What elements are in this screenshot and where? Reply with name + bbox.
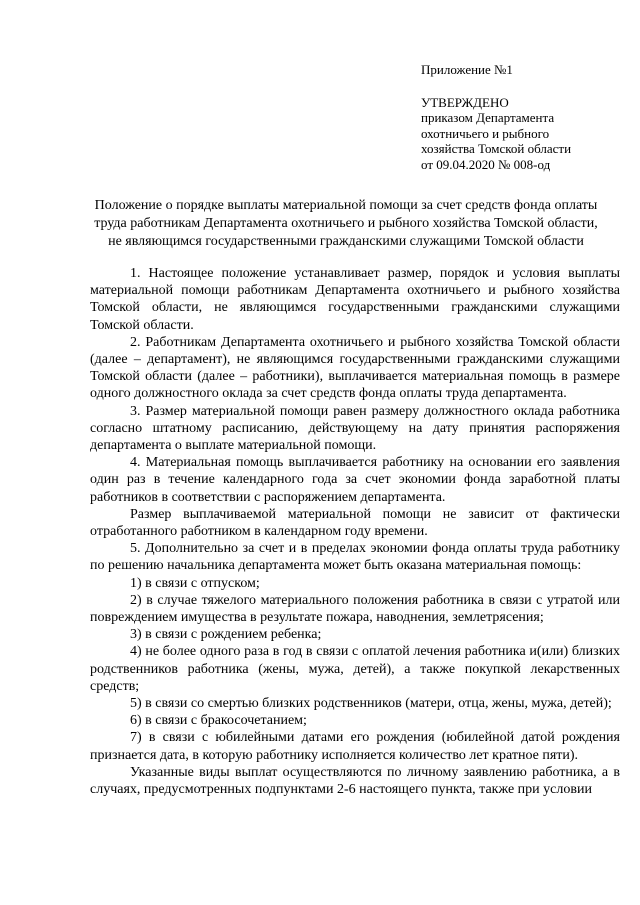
paragraph: 1. Настоящее положение устанавливает размер, порядок и условия выплаты материальной помощи работникам Департамента охотничьего и рыбного хозяйства Томской области, не являющимся государственными гражданскими служащими Томской области. — [90, 266, 620, 333]
approval-line: приказом Департамента — [421, 110, 555, 126]
paragraph: Указанные виды выплат осуществляются по личному заявлению работника, а в случаях, предусмотренных подпунктами 2-6 настоящего пункта, также при условии — [90, 764, 620, 798]
list-item: 1) в связи с отпуском; — [130, 575, 260, 591]
title-line: не являющимся государственными гражданскими служащими Томской области — [108, 234, 584, 249]
approval-stamp — [421, 62, 571, 173]
title-line: Положение о порядке выплаты материальной помощи за счет средств фонда оплаты — [94, 198, 598, 213]
list-item: 5) в связи со смертью близких родственников (матери, отца, жены, мужа, детей); — [130, 696, 612, 712]
list-item: 2) в случае тяжелого материального положения работника в связи с утратой или повреждением имущества в результате пожара, наводнения, землетрясения; — [90, 592, 620, 626]
paragraph: 2. Работникам Департамента охотничьего и рыбного хозяйства Томской области (далее – департамент), не являющимся государственными гражданскими служащими Томской области (далее – работники), выплачивается материальная помощь в размере одного должностного оклада за счет средств фонда оплаты труда департамента. — [90, 334, 620, 402]
document-body — [90, 265, 620, 798]
approved-label: УТВЕРЖДЕНО — [421, 94, 509, 110]
paragraph: 3. Размер материальной помощи равен размеру должностного оклада работника согласно штатному расписанию, действующему на дату принятия распоряжения департамента о выплате материальной помощи. — [90, 403, 620, 454]
approval-line: охотничьего и рыбного — [421, 125, 550, 141]
document-title — [72, 197, 620, 251]
paragraph: 4. Материальная помощь выплачивается работнику на основании его заявления один раз в течение календарного года за счет экономии фонда заработной платы работников в соответствии с распоряжением департамента. — [90, 455, 620, 505]
list-item: 6) в связи с бракосочетанием; — [130, 713, 307, 729]
paragraph: 5. Дополнительно за счет и в пределах экономии фонда оплаты труда работнику по решению начальника департамента может быть оказана материальная помощь: — [90, 541, 620, 574]
annex-label: Приложение №1 — [421, 62, 513, 77]
title-line: труда работникам Департамента охотничьего и рыбного хозяйства Томской области, — [94, 216, 598, 231]
list-item: 3) в связи с рождением ребенка; — [130, 627, 322, 643]
list-item: 4) не более одного раза в год в связи с оплатой лечения работника и(или) близких родственников работника (жены, мужа, детей), а также покупкой лекарственных средств; — [90, 644, 620, 694]
list-item: 7) в связи с юбилейными датами его рождения (юбилейной датой рождения признается дата, в которую работнику исполняется количество лет кратное пяти). — [90, 730, 620, 763]
approval-order-number: от 09.04.2020 № 008-од — [421, 156, 551, 172]
approval-line: хозяйства Томской области — [421, 141, 572, 157]
paragraph: Размер выплачиваемой материальной помощи не зависит от фактически отработанного работником в календарном году времени. — [90, 506, 620, 540]
